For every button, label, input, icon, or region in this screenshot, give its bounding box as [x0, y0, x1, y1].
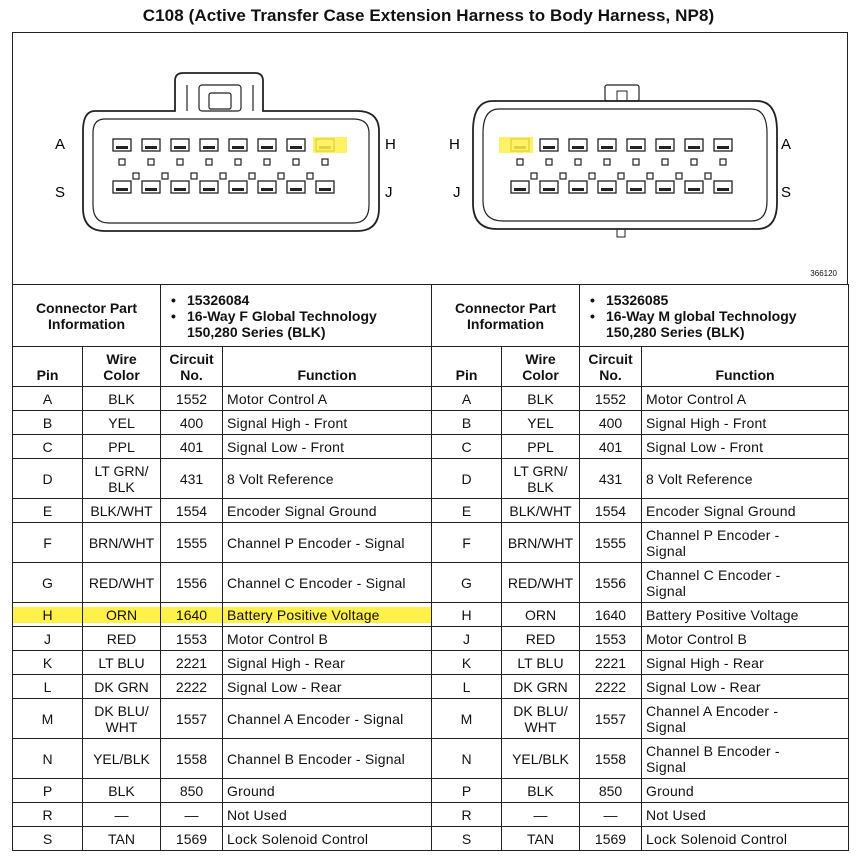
wire-color-cell: LT GRN/ BLK [83, 459, 161, 499]
male-cavity-bottom-contact [514, 188, 526, 191]
female-cavity-bottom [142, 181, 160, 193]
male-cavity-top [685, 139, 703, 151]
female-cavity-top-contact [116, 146, 128, 149]
pin-cell: N [432, 739, 502, 779]
function-cell: Signal Low - Rear [642, 675, 849, 699]
wire-color-cell: — [83, 803, 161, 827]
circuit-cell: — [580, 803, 642, 827]
wire-color-cell: BLK/WHT [502, 499, 580, 523]
wire-color-cell: YEL [83, 411, 161, 435]
female-cavity-bottom [171, 181, 189, 193]
table-row [13, 603, 849, 627]
pin-cell: B [13, 411, 83, 435]
female-cavity-top [287, 139, 305, 151]
table-row [13, 499, 849, 523]
wire-color-cell: DK BLU/ WHT [502, 699, 580, 739]
wire-color-cell: PPL [83, 435, 161, 459]
wire-color-cell: BLK [83, 779, 161, 803]
female-pin-h-highlight [313, 137, 347, 153]
wire-color-cell: BLK [83, 387, 161, 411]
female-latch [322, 159, 328, 165]
circuit-cell: 1555 [161, 523, 223, 563]
table-row [13, 651, 849, 675]
circuit-cell: 1569 [580, 827, 642, 851]
female-cavity-bottom [113, 181, 131, 193]
female-cavity-bottom [258, 181, 276, 193]
female-latch [119, 159, 125, 165]
male-connector-face [473, 85, 777, 237]
wire-color-cell: TAN [83, 827, 161, 851]
male-label-top-left: H [449, 136, 460, 153]
circuit-cell: 1640 [161, 603, 223, 627]
male-cavity-top-contact [543, 146, 555, 149]
male-latch-lower [705, 173, 711, 179]
male-cavity-top-contact [572, 146, 584, 149]
pin-cell: D [432, 459, 502, 499]
female-latch [148, 159, 154, 165]
pin-cell: P [13, 779, 83, 803]
figure-number: 366120 [810, 269, 837, 278]
male-cavity-bottom-contact [630, 188, 642, 191]
col-pin-2: Pin [432, 347, 502, 387]
circuit-cell: 2221 [580, 651, 642, 675]
female-cavity-top-contact [145, 146, 157, 149]
female-cavity-top-contact [174, 146, 186, 149]
table-row [13, 411, 849, 435]
connector-info-row [13, 285, 849, 347]
function-cell: Channel B Encoder - Signal [642, 739, 849, 779]
circuit-cell: 850 [580, 779, 642, 803]
table-row [13, 563, 849, 603]
pin-cell: F [432, 523, 502, 563]
male-cavity-top [627, 139, 645, 151]
circuit-cell: 1557 [580, 699, 642, 739]
table-row [13, 739, 849, 779]
table-row [13, 827, 849, 851]
wire-color-cell: BLK/WHT [83, 499, 161, 523]
male-latch [604, 159, 610, 165]
circuit-cell: 1640 [580, 603, 642, 627]
wire-color-cell: DK BLU/ WHT [83, 699, 161, 739]
wire-color-cell: RED [83, 627, 161, 651]
male-cavity-top-contact [659, 146, 671, 149]
function-cell: Lock Solenoid Control [642, 827, 849, 851]
circuit-cell: 431 [580, 459, 642, 499]
right-connector-part-numbers: • 15326085 • 16-Way M global Technology 150,280 Series (BLK) [580, 285, 849, 347]
circuit-cell: 2221 [161, 651, 223, 675]
table-row [13, 699, 849, 739]
female-cavity-bottom-contact [232, 188, 244, 191]
function-cell: Channel A Encoder - Signal [642, 699, 849, 739]
pin-cell: D [13, 459, 83, 499]
wire-color-cell: BLK [502, 779, 580, 803]
female-latch [235, 159, 241, 165]
pin-cell: L [432, 675, 502, 699]
function-cell: Encoder Signal Ground [223, 499, 432, 523]
male-cavity-bottom [656, 181, 674, 193]
male-latch-lower [647, 173, 653, 179]
table-row [13, 675, 849, 699]
male-cavities [511, 139, 732, 193]
function-cell: Channel B Encoder - Signal [223, 739, 432, 779]
female-cavity-bottom-contact [290, 188, 302, 191]
wire-color-cell: BLK [502, 387, 580, 411]
male-latch [633, 159, 639, 165]
female-cavity-top-contact [232, 146, 244, 149]
connector-drawings [13, 33, 849, 285]
male-latch-lower [676, 173, 682, 179]
circuit-cell: 1553 [161, 627, 223, 651]
function-cell: Lock Solenoid Control [223, 827, 432, 851]
function-cell: Battery Positive Voltage [223, 603, 432, 627]
pin-cell: F [13, 523, 83, 563]
wire-color-cell: YEL/BLK [83, 739, 161, 779]
wire-color-cell: LT BLU [502, 651, 580, 675]
male-cavity-bottom-contact [601, 188, 613, 191]
table-row [13, 435, 849, 459]
male-latch-lower [560, 173, 566, 179]
table-row [13, 627, 849, 651]
circuit-cell: 1569 [161, 827, 223, 851]
pin-cell: J [13, 627, 83, 651]
column-header-row [13, 347, 849, 387]
function-cell: Channel C Encoder - Signal [223, 563, 432, 603]
wire-color-cell: YEL [502, 411, 580, 435]
function-cell: Channel A Encoder - Signal [223, 699, 432, 739]
function-cell: Signal High - Front [223, 411, 432, 435]
circuit-cell: 400 [580, 411, 642, 435]
male-cavity-top-contact [717, 146, 729, 149]
col-wire-color: Wire Color [83, 347, 161, 387]
male-latch-lower [618, 173, 624, 179]
col-wire-color-2: Wire Color [502, 347, 580, 387]
pin-cell: C [432, 435, 502, 459]
female-cavity-top-contact [261, 146, 273, 149]
circuit-cell: 400 [161, 411, 223, 435]
pinout-table [12, 284, 849, 851]
function-cell: Signal High - Rear [642, 651, 849, 675]
female-label-top-left: A [55, 136, 66, 153]
male-latch-lower [531, 173, 537, 179]
wire-color-cell: ORN [83, 603, 161, 627]
male-cavity-bottom [714, 181, 732, 193]
pin-cell: N [13, 739, 83, 779]
female-cavity-top [142, 139, 160, 151]
circuit-cell: 1558 [580, 739, 642, 779]
col-circuit: Circuit No. [161, 347, 223, 387]
female-latch [177, 159, 183, 165]
female-cavity-bottom [229, 181, 247, 193]
male-cavity-top-contact [601, 146, 613, 149]
table-row [13, 459, 849, 499]
page-title: C108 (Active Transfer Case Extension Harness to Body Harness, NP8) [142, 6, 715, 25]
female-cavity-top-contact [203, 146, 215, 149]
male-label-bottom-right: S [781, 184, 792, 201]
function-cell: Not Used [642, 803, 849, 827]
male-cavity-bottom [511, 181, 529, 193]
function-cell: Ground [223, 779, 432, 803]
wire-color-cell: BRN/WHT [83, 523, 161, 563]
male-cavity-top-contact [688, 146, 700, 149]
male-cavity-bottom-contact [572, 188, 584, 191]
function-cell: Signal High - Rear [223, 651, 432, 675]
male-latch [546, 159, 552, 165]
female-latch-lower [133, 173, 139, 179]
male-cavity-top-contact [630, 146, 642, 149]
pin-cell: E [432, 499, 502, 523]
pin-cell: A [432, 387, 502, 411]
pin-cell: H [13, 603, 83, 627]
female-latch [206, 159, 212, 165]
male-cavity-bottom-contact [543, 188, 555, 191]
circuit-cell: 2222 [580, 675, 642, 699]
wire-color-cell: BRN/WHT [502, 523, 580, 563]
female-latch-lower [191, 173, 197, 179]
function-cell: 8 Volt Reference [223, 459, 432, 499]
right-connector-info-label: Connector Part Information [432, 285, 580, 347]
table-row [13, 803, 849, 827]
male-latch [517, 159, 523, 165]
function-cell: Signal Low - Front [642, 435, 849, 459]
pin-cell: M [13, 699, 83, 739]
pin-cell: E [13, 499, 83, 523]
male-cavity-top [656, 139, 674, 151]
pin-cell: A [13, 387, 83, 411]
function-cell: Motor Control A [223, 387, 432, 411]
female-cavity-bottom-contact [203, 188, 215, 191]
male-cavity-bottom-contact [717, 188, 729, 191]
female-cavity-bottom [316, 181, 334, 193]
female-cavity-bottom-contact [261, 188, 273, 191]
pin-cell: C [13, 435, 83, 459]
function-cell: Not Used [223, 803, 432, 827]
col-function: Function [223, 347, 432, 387]
function-cell: Battery Positive Voltage [642, 603, 849, 627]
female-cavity-top [200, 139, 218, 151]
circuit-cell: 2222 [161, 675, 223, 699]
female-cavity-bottom-contact [145, 188, 157, 191]
function-cell: Channel C Encoder - Signal [642, 563, 849, 603]
male-latch [720, 159, 726, 165]
female-latch-lower [278, 173, 284, 179]
function-cell: Motor Control B [223, 627, 432, 651]
table-row [13, 779, 849, 803]
wire-color-cell: PPL [502, 435, 580, 459]
female-label-bottom-left: S [55, 184, 66, 201]
male-cavity-top [540, 139, 558, 151]
pin-cell: M [432, 699, 502, 739]
male-latch [662, 159, 668, 165]
female-cavity-top [113, 139, 131, 151]
wire-color-cell: TAN [502, 827, 580, 851]
female-latch-lower [307, 173, 313, 179]
male-cavity-bottom [598, 181, 616, 193]
table-row [13, 523, 849, 563]
pin-cell: K [13, 651, 83, 675]
female-cavity-bottom [287, 181, 305, 193]
wire-color-cell: DK GRN [502, 675, 580, 699]
function-cell: Signal Low - Rear [223, 675, 432, 699]
function-cell: Channel P Encoder - Signal [642, 523, 849, 563]
male-cavity-bottom [627, 181, 645, 193]
wire-color-cell: LT GRN/ BLK [502, 459, 580, 499]
female-label-top-right: H [385, 136, 396, 153]
circuit-cell: 1556 [161, 563, 223, 603]
circuit-cell: 1557 [161, 699, 223, 739]
pin-cell: S [432, 827, 502, 851]
circuit-cell: 431 [161, 459, 223, 499]
female-cavity-top [229, 139, 247, 151]
male-cavity-bottom [685, 181, 703, 193]
pin-cell: H [432, 603, 502, 627]
function-cell: Signal High - Front [642, 411, 849, 435]
circuit-cell: 1555 [580, 523, 642, 563]
female-cavities [113, 139, 334, 193]
function-cell: Channel P Encoder - Signal [223, 523, 432, 563]
function-cell: 8 Volt Reference [642, 459, 849, 499]
pinout-table-body [13, 285, 849, 851]
wire-color-cell: RED/WHT [83, 563, 161, 603]
wire-color-cell: RED/WHT [502, 563, 580, 603]
circuit-cell: — [161, 803, 223, 827]
wire-color-cell: ORN [502, 603, 580, 627]
male-cavity-bottom-contact [688, 188, 700, 191]
circuit-cell: 401 [580, 435, 642, 459]
female-latch-lower [220, 173, 226, 179]
pin-cell: K [432, 651, 502, 675]
female-latch [264, 159, 270, 165]
male-cavity-top [598, 139, 616, 151]
male-latch [691, 159, 697, 165]
left-connector-part-numbers: • 15326084 • 16-Way F Global Technology 150,280 Series (BLK) [161, 285, 432, 347]
connector-diagram [12, 32, 848, 284]
wire-color-cell: YEL/BLK [502, 739, 580, 779]
female-cavity-top [171, 139, 189, 151]
circuit-cell: 1554 [580, 499, 642, 523]
circuit-cell: 1556 [580, 563, 642, 603]
circuit-cell: 1554 [161, 499, 223, 523]
function-cell: Encoder Signal Ground [642, 499, 849, 523]
circuit-cell: 401 [161, 435, 223, 459]
male-cavity-bottom [569, 181, 587, 193]
function-cell: Motor Control A [642, 387, 849, 411]
pin-cell: G [432, 563, 502, 603]
pin-cell: P [432, 779, 502, 803]
circuit-cell: 850 [161, 779, 223, 803]
pin-cell: R [13, 803, 83, 827]
circuit-cell: 1552 [161, 387, 223, 411]
female-latch-lower [162, 173, 168, 179]
function-cell: Signal Low - Front [223, 435, 432, 459]
pin-cell: L [13, 675, 83, 699]
col-pin: Pin [13, 347, 83, 387]
circuit-cell: 1558 [161, 739, 223, 779]
male-pin-h-highlight [499, 137, 533, 153]
male-cavity-top [569, 139, 587, 151]
female-cavity-top-contact [290, 146, 302, 149]
wire-color-cell: LT BLU [83, 651, 161, 675]
male-latch [575, 159, 581, 165]
pin-cell: R [432, 803, 502, 827]
col-function-2: Function [642, 347, 849, 387]
table-row [13, 387, 849, 411]
male-cavity-bottom [540, 181, 558, 193]
male-label-top-right: A [781, 136, 792, 153]
pin-cell: S [13, 827, 83, 851]
male-cavity-top [714, 139, 732, 151]
wire-color-cell: RED [502, 627, 580, 651]
female-latch [293, 159, 299, 165]
wire-color-cell: — [502, 803, 580, 827]
female-cavity-top [258, 139, 276, 151]
female-cavity-bottom-contact [174, 188, 186, 191]
pin-cell: B [432, 411, 502, 435]
female-cavity-bottom-contact [116, 188, 128, 191]
female-cavity-bottom [200, 181, 218, 193]
male-label-bottom-left: J [453, 184, 461, 201]
circuit-cell: 1552 [580, 387, 642, 411]
pin-cell: J [432, 627, 502, 651]
pin-cell: G [13, 563, 83, 603]
female-latch-lower [249, 173, 255, 179]
female-label-bottom-right: J [385, 184, 393, 201]
female-cavity-bottom-contact [319, 188, 331, 191]
col-circuit-2: Circuit No. [580, 347, 642, 387]
wire-color-cell: DK GRN [83, 675, 161, 699]
function-cell: Ground [642, 779, 849, 803]
function-cell: Motor Control B [642, 627, 849, 651]
circuit-cell: 1553 [580, 627, 642, 651]
male-cavity-bottom-contact [659, 188, 671, 191]
male-latch-lower [589, 173, 595, 179]
left-connector-info-label: Connector Part Information [13, 285, 161, 347]
